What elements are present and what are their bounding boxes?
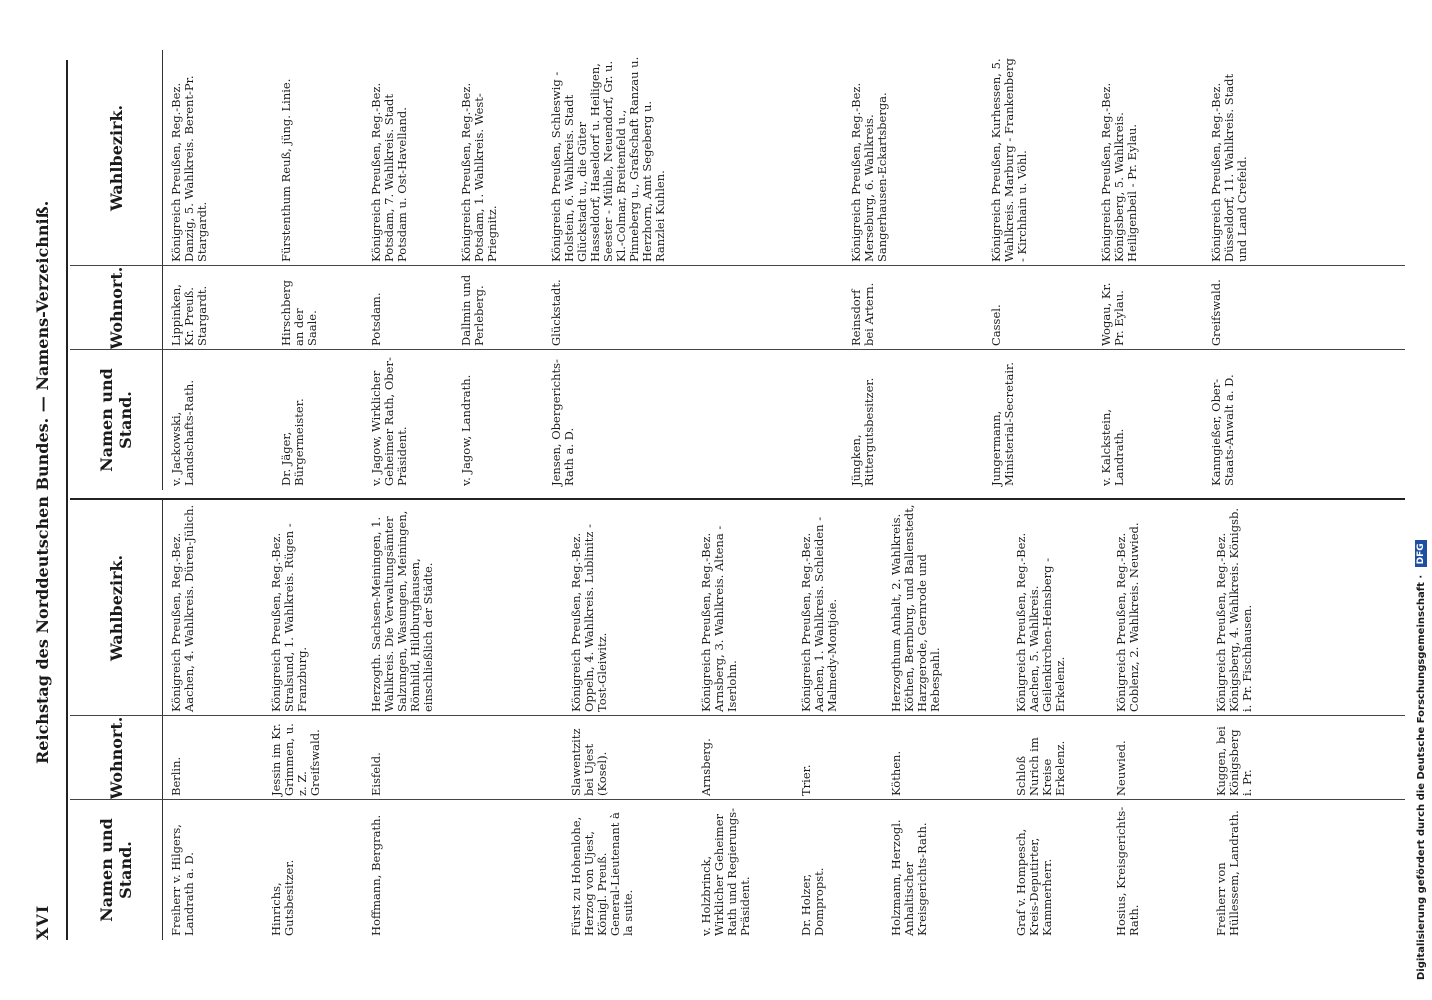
entry-wohnort: Trier. [799, 764, 813, 796]
entry-wohnort: Glückstadt. [549, 279, 563, 346]
entry-wahlbezirk: Königreich Preußen, Reg.-Bez. Coblenz, 2. Wahlkreis. Neuwied. [1114, 522, 1141, 712]
entry-name: Jüngken, Rittergutsbesitzer. [849, 377, 876, 486]
entry-wahlbezirk: Königreich Preußen, Schleswig - Holstein, 6. Wahlkreis. Stadt Glückstadt u., die Güter Hasseldorf, Haseldorf u. Heiligen, Seester - Mühle, Neuendorf, Gr. u. Kl.-Colmar, Breitenfeld u., Pinneberg u., Grafschaft Ranzau u. Herzhorn, Amt Segeberg u. Ranzlei Kuhlen. [549, 56, 667, 262]
entry-name: Freiherr von Hüllessem, Landrath. [1214, 810, 1241, 936]
col-head-bezirk: Wahlbezirk. [70, 500, 163, 716]
entry-wahlbezirk: Königreich Preußen, Reg.-Bez. Potsdam, 7. Wahlkreis. Stadt Potsdam u. Ost-Havelland. [369, 82, 409, 262]
entry-wohnort: Köthen. [889, 750, 903, 796]
entry-name: v. Jagow, Wirklicher Geheimer Rath, Ober-Präsident. [369, 357, 409, 486]
entry-wohnort: Eisfeld. [369, 752, 383, 796]
entry-wohnort: Schloß Nurich im Kreise Erkelenz. [1014, 737, 1067, 796]
entry-name: Dr. Holzer, Dompropst. [799, 867, 826, 936]
entry-wohnort: Jessin im Kr. Grimmen, u. z. Z. Greifswald. [269, 723, 322, 796]
entry-wahlbezirk: Königreich Preußen, Reg.-Bez. Merseburg, 6. Wahlkreis. Sangerhausen-Eckartsberga. [849, 82, 889, 262]
entry-wahlbezirk: Königreich Preußen, Kurhessen, 5. Wahlkreis. Marburg - Frankenberg - Kirchhain u. Vöhl. [989, 58, 1029, 262]
entry-wohnort: Neuwied. [1114, 740, 1128, 796]
entry-wahlbezirk: Königreich Preußen, Reg.-Bez. Oppeln, 4. Wahlkreis. Lublinitz - Tost-Gleiwitz. [569, 524, 609, 712]
entry-name: Freiherr v. Hilgers, Landrath a. D. [169, 824, 196, 936]
col-head-name: Namen und Stand. [70, 350, 163, 490]
entry-wohnort: Potsdam. [369, 292, 383, 346]
entry-wahlbezirk: Königreich Preußen, Reg.-Bez. Arnsberg, 3. Wahlkreis. Altena - Iserlohn. [699, 525, 739, 712]
digitization-note [1412, 20, 1432, 980]
entry-name: Kanngießer, Ober-Staats-Anwalt a. D. [1209, 374, 1236, 486]
entry-wahlbezirk: Fürstenthum Reuß, jüng. Linie. [279, 78, 293, 262]
entry-wohnort: Kuggen, bei Königsberg i. Pr. [1214, 726, 1254, 796]
entry-wohnort: Cassel. [989, 304, 1003, 346]
entry-name: Fürst zu Hohenlohe, Herzog von Ujest, Königl. Preuß. General-Lieutenant à la suite. [569, 812, 635, 936]
entry-wohnort: Berlin. [169, 756, 183, 796]
entry-name: v. Jackowski, Landschafts-Rath. [169, 380, 196, 486]
entry-wahlbezirk: Königreich Preußen, Reg.-Bez. Düsseldorf, 11. Wahlkreis. Stadt und Land Crefeld. [1209, 73, 1249, 262]
page-header [22, 60, 62, 940]
entry-name: v. Kalckstein, Landrath. [1099, 408, 1126, 486]
entry-name: Jungermann, Ministerial-Secretair. [989, 362, 1016, 486]
entry-wohnort: Wogau, Kr. Pr. Eylau. [1099, 282, 1126, 346]
col-head-name: Namen und Stand. [70, 800, 163, 940]
entry-wahlbezirk: Herzogth. Sachsen-Meiningen, 1. Wahlkreis. Die Verwaltungsämter Salzungen, Wasungen, Meiningen, Römhild, Hildburghausen, einschließlich der Städte. [369, 510, 435, 712]
center-divider [70, 498, 1405, 500]
column-divider [70, 265, 1405, 266]
entry-wohnort: Lippinken, Kr. Preuß. Stargardt. [169, 284, 209, 346]
column-divider [70, 799, 1405, 800]
entry-name: Hoffmann, Bergrath. [369, 814, 383, 936]
entry-wahlbezirk: Herzogthum Anhalt, 2. Wahlkreis. Köthen, Bernburg, und Ballenstedt, Harzgerode, Gernrode und Rebespahl. [889, 504, 942, 712]
entry-wohnort: Reinsdorf bei Artern. [849, 282, 876, 346]
funding-text: Digitalisierung gefördert durch die Deutsche Forschungsgemeinschaft · [1416, 574, 1427, 980]
entry-name: Hosius, Kreisgerichts-Rath. [1114, 806, 1141, 936]
entry-name: v. Jagow, Landrath. [459, 374, 473, 486]
column-divider [70, 349, 1405, 350]
entry-name: Graf v. Hompesch, Kreis-Deputirter, Kammerherr. [1014, 828, 1054, 936]
left-register-table [70, 500, 1405, 940]
col-head-ort: Wohnort. [70, 266, 163, 350]
entry-name: Jensen, Obergerichts-Rath a. D. [549, 359, 576, 486]
col-head-bezirk: Wahlbezirk. [70, 50, 163, 266]
entry-wahlbezirk: Königreich Preußen, Reg.-Bez. Danzig, 5. Wahlkreis. Berent-Pr. Stargardt. [169, 75, 209, 262]
entry-wohnort: Dallmin und Perleberg. [459, 274, 486, 346]
entry-name: Hinrichs, Gutsbesitzer. [269, 859, 296, 936]
entry-name: Dr. Jäger, Bürgermeister. [279, 398, 306, 486]
column-divider [70, 715, 1405, 716]
col-head-ort: Wohnort. [70, 716, 163, 800]
entry-wahlbezirk: Königreich Preußen, Reg.-Bez. Aachen, 5. Wahlkreis. Geilenkirchen-Heinsberg - Erkelenz. [1014, 532, 1067, 712]
page-number: XVI [32, 904, 52, 940]
entry-wahlbezirk: Königreich Preußen, Reg.-Bez. Aachen, 1. Wahlkreis. Schleiden - Malmedy-Montjoie. [799, 516, 839, 712]
page-title: Reichstag des Norddeutschen Bundes. — Namens-Verzeichniß. [32, 200, 52, 764]
entry-wohnort: Slawentzitz bei Ujest (Kosel). [569, 728, 609, 796]
header-rule [66, 60, 68, 940]
entry-wahlbezirk: Königreich Preußen, Reg.-Bez. Potsdam, 1. Wahlkreis. West-Priegnitz. [459, 82, 499, 262]
entry-wahlbezirk: Königreich Preußen, Reg.-Bez. Königsberg, 5. Wahlkreis. Heiligenbeil - Pr. Eylau. [1099, 82, 1139, 262]
right-register-table [70, 50, 1405, 490]
entry-wohnort: Hirschberg an der Saale. [279, 280, 319, 346]
entry-wohnort: Greifswald. [1209, 279, 1223, 346]
entry-wohnort: Arnsberg. [699, 738, 713, 796]
dfg-logo: DFG [1415, 540, 1427, 567]
entry-name: v. Holzbrinck, Wirklicher Geheimer Rath und Regierungs-Präsident. [699, 807, 752, 936]
entry-wahlbezirk: Königreich Preußen, Reg.-Bez. Aachen, 4. Wahlkreis. Düren-Jülich. [169, 504, 196, 712]
entry-wahlbezirk: Königreich Preußen, Reg.-Bez. Stralsund, 1. Wahlkreis. Rügen - Franzburg. [269, 523, 309, 712]
entry-wahlbezirk: Königreich Preußen, Reg.-Bez. Königsberg, 4. Wahlkreis. Königsb. i. Pr. Fischhausen. [1214, 507, 1254, 712]
entry-name: Holzmann, Herzogl. Anhaltischer Kreisgerichts-Rath. [889, 819, 929, 936]
